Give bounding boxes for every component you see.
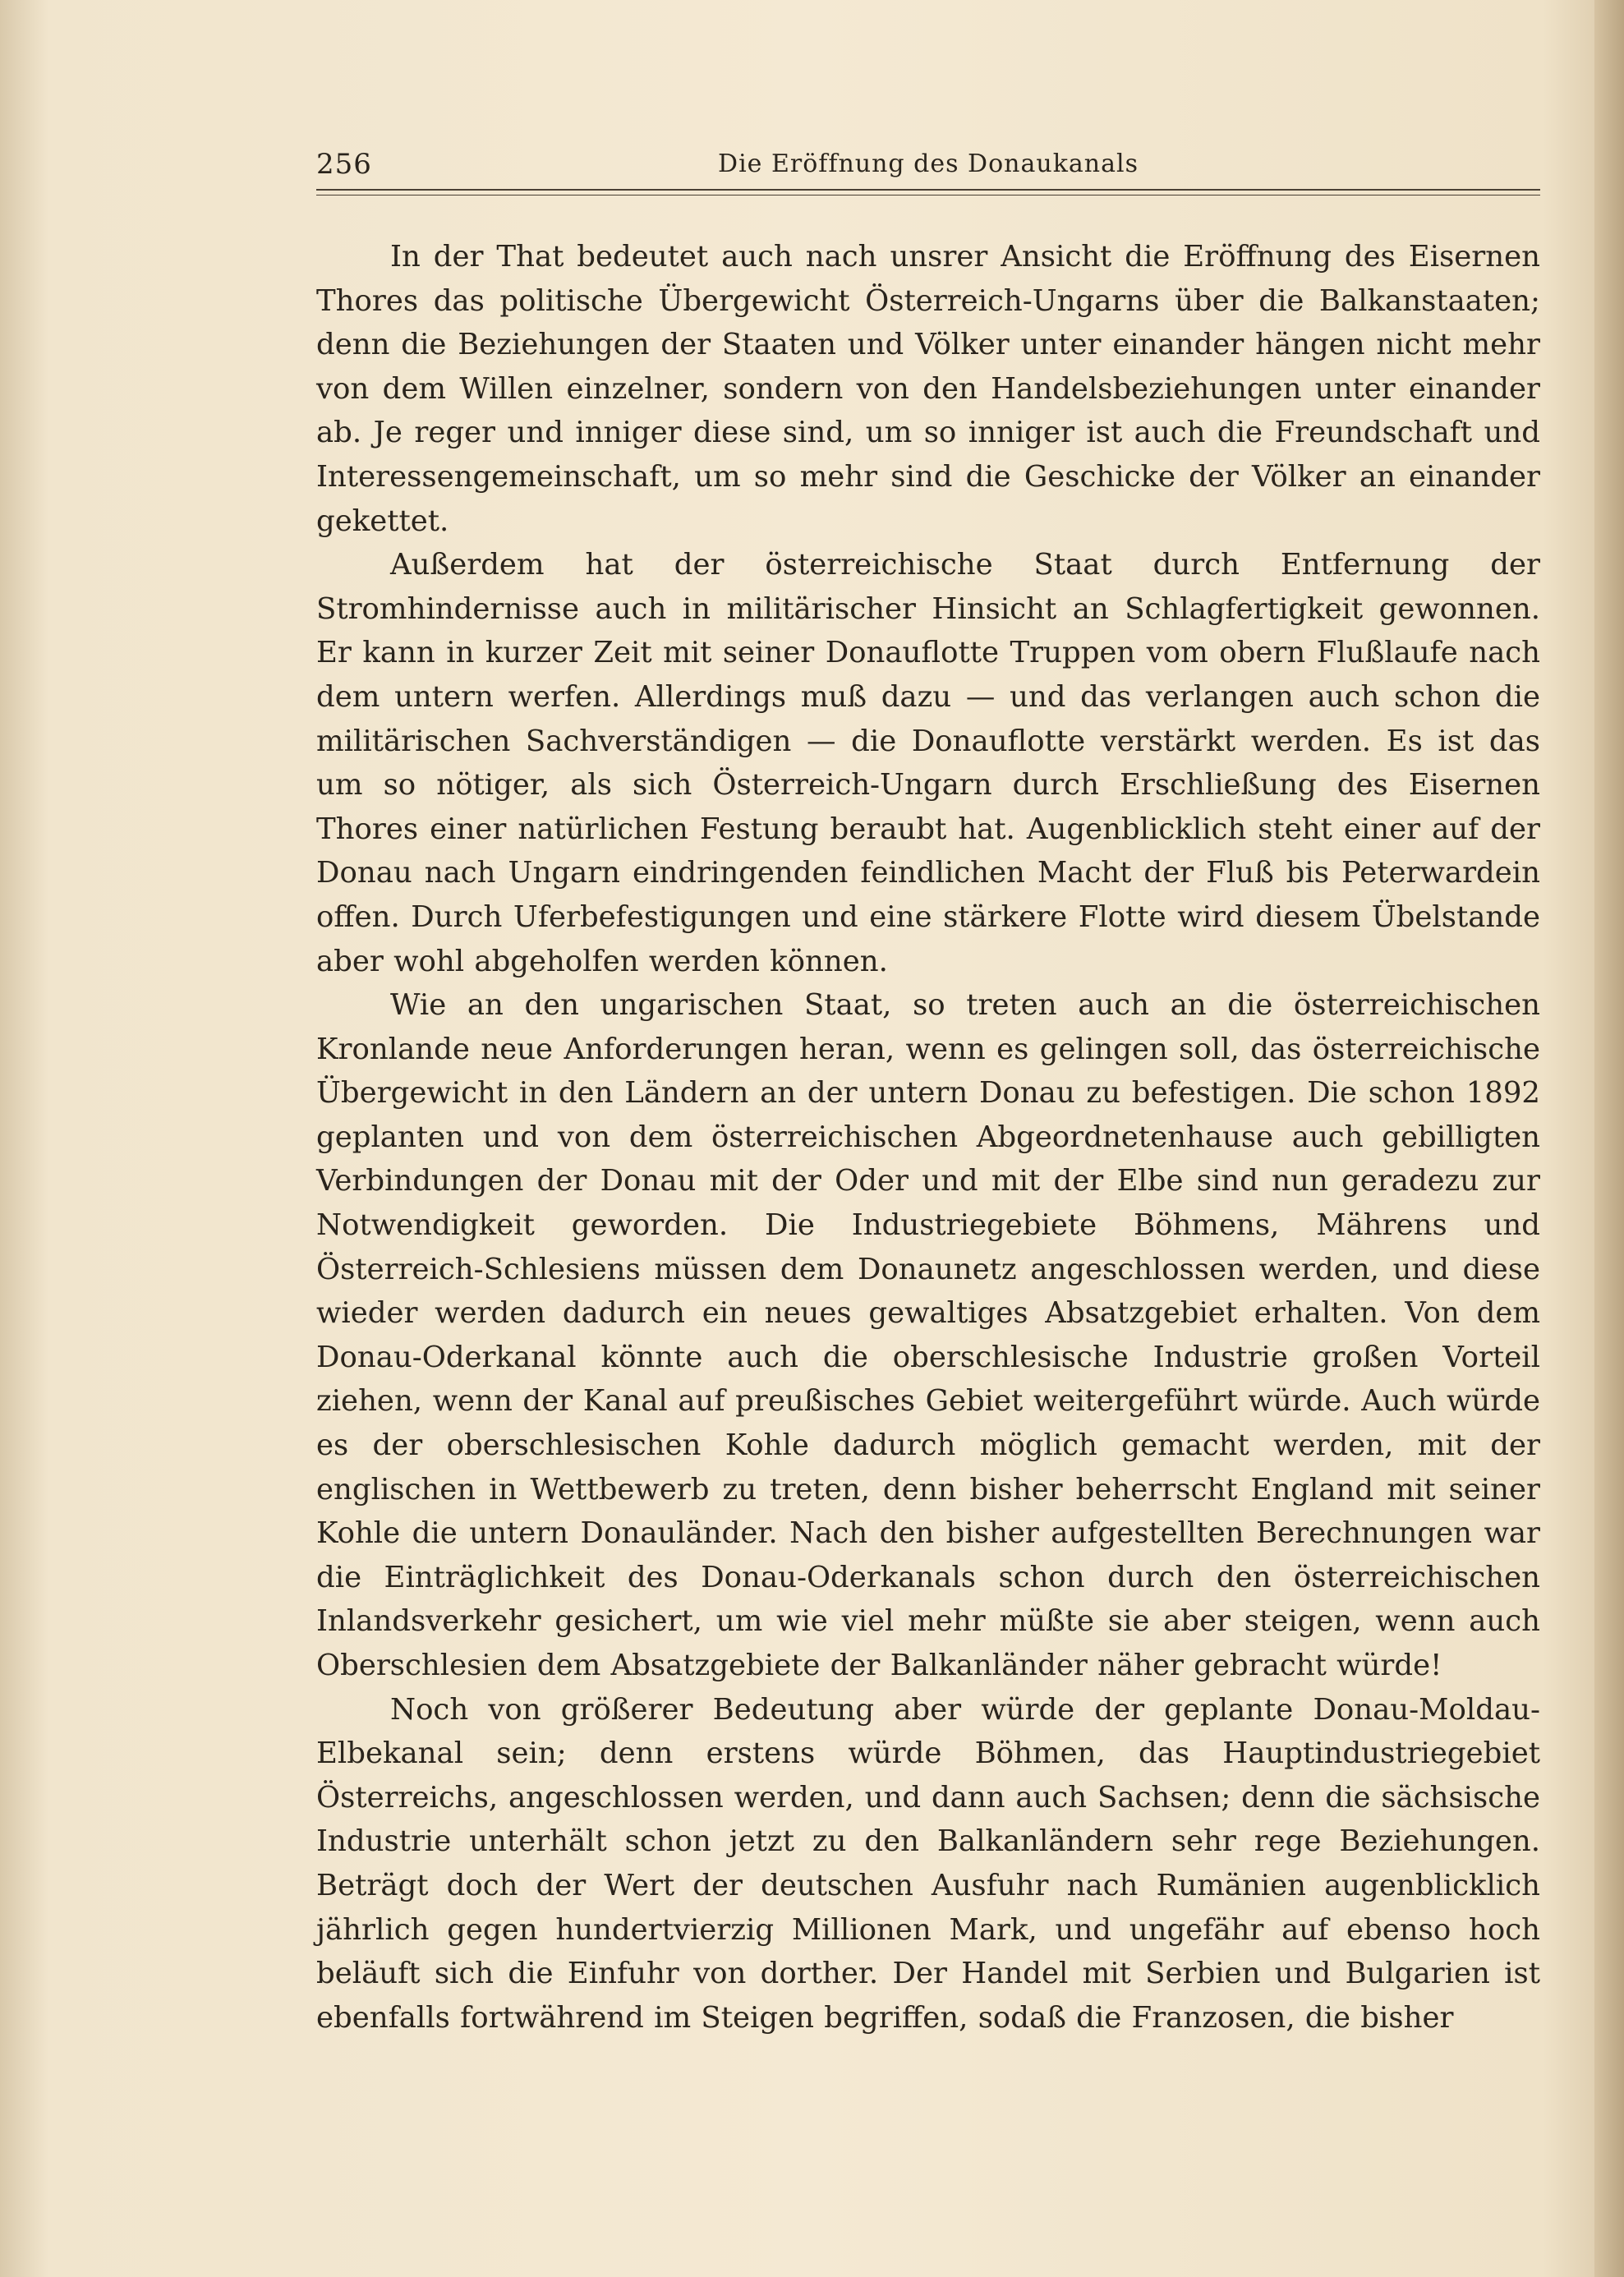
paragraph: Noch von größerer Bedeutung aber würde der geplante Donau-Moldau-Elbekanal sein; denn erstens würde Böhmen, das Hauptindustriegebiet Österreichs, angeschlossen werden, und dann auch Sachsen; denn die sächsische Industrie unterhält schon jetzt zu den Balkanländern sehr rege Beziehungen. Beträgt doch der Wert der deutschen Ausfuhr nach Rumänien augenblicklich jährlich gegen hundertvierzig Millionen Mark, und ungefähr auf ebenso hoch beläuft sich die Einfuhr von dorther. Der Handel mit Serbien und Bulgarien ist ebenfalls fortwährend im Steigen begriffen, sodaß die Franzosen, die bisher: [316, 1692, 1540, 2035]
running-head: Die Eröffnung des Donaukanals: [718, 150, 1139, 178]
paragraph: Außerdem hat der österreichische Staat durch Entfernung der Stromhindernisse auch in militärischer Hinsicht an Schlagfertigkeit gewonnen. Er kann in kurzer Zeit mit seiner Donauflotte Truppen vom obern Flußlaufe nach dem untern werfen. Allerdings muß dazu — und das verlangen auch schon die militärischen Sachverständigen — die Donauflotte verstärkt werden. Es ist das um so nötiger, als sich Österreich-Ungarn durch Erschließung des Eisernen Thores einer natürlichen Festung beraubt hat. Augenblicklich steht einer auf der Donau nach Ungarn eindringenden feindlichen Macht der Fluß bis Peterwardein offen. Durch Uferbefestigungen und eine stärkere Flotte wird diesem Übelstande aber wohl abgeholfen werden können.: [316, 548, 1540, 978]
book-edge: [1594, 0, 1624, 2277]
paragraph: Wie an den ungarischen Staat, so treten auch an die österreichischen Kronlande neue Anforderungen heran, wenn es gelingen soll, das österreichische Übergewicht in den Ländern an der untern Donau zu befestigen. Die schon 1892 geplanten und von dem österreichischen Abgeordnetenhause auch gebilligten Verbindungen der Donau mit der Oder und mit der Elbe sind nun geradezu zur Notwendigkeit geworden. Die Industriegebiete Böhmens, Mährens und Österreich-Schlesiens müssen dem Donaunetz angeschlossen werden, und diese wieder werden dadurch ein neues gewaltiges Absatzgebiet erhalten. Von dem Donau-Oderkanal könnte auch die oberschlesische Industrie großen Vorteil ziehen, wenn der Kanal auf preußisches Gebiet weitergeführt würde. Auch würde es der oberschlesischen Kohle dadurch möglich gemacht werden, mit der englischen in Wettbewerb zu treten, denn bisher beherrscht England mit seiner Kohle die untern Donauländer. Nach den bisher aufgestellten Berechnungen war die Einträglichkeit des Donau-Oderkanals schon durch den österreichischen Inlandsverkehr gesichert, um wie viel mehr müßte sie aber steigen, wenn auch Oberschlesien dem Absatzgebiete der Balkanländer näher gebracht würde!: [316, 988, 1540, 1682]
page-number: 256: [316, 148, 372, 181]
paragraph: In der That bedeutet auch nach unsrer Ansicht die Eröffnung des Eisernen Thores das politische Übergewicht Österreich-Ungarns über die Balkanstaaten; denn die Beziehungen der Staaten und Völker unter einander hängen nicht mehr von dem Willen einzelner, sondern von den Handelsbeziehungen unter einander ab. Je reger und inniger diese sind, um so inniger ist auch die Freundschaft und Interessengemeinschaft, um so mehr sind die Geschicke der Völker an einander gekettet.: [316, 240, 1540, 538]
page-header: [316, 140, 1540, 191]
book-page: [316, 140, 1540, 2040]
body-text: [316, 235, 1540, 2040]
